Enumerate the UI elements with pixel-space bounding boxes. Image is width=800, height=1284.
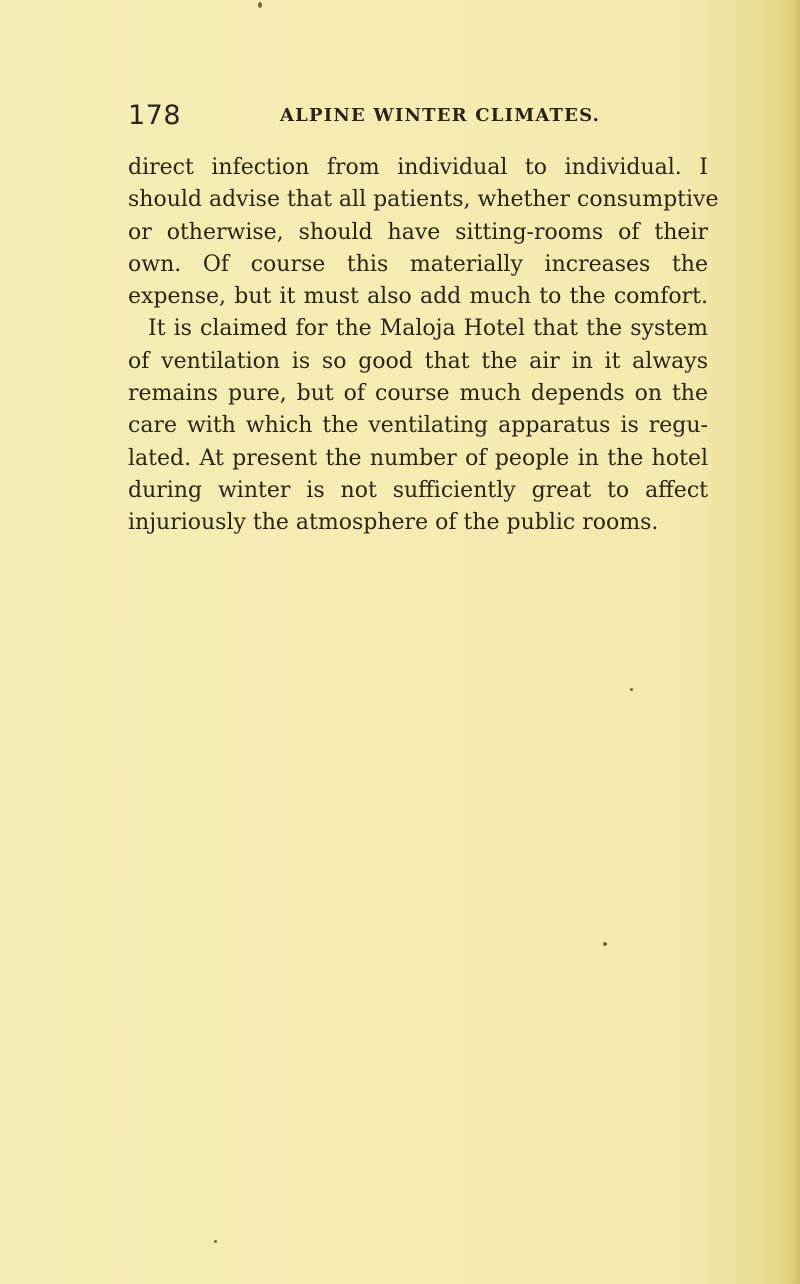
paper-speck: [630, 688, 633, 691]
text-line: lated. At present the number of people in the hotel: [128, 445, 708, 471]
page-edge-shadow: [788, 0, 800, 1284]
paper-speck: [258, 2, 262, 8]
body-text: [128, 152, 719, 540]
text-line: care with which the ventilating apparatus is regu-: [128, 413, 708, 439]
text-line: expense, but it must also add much to the comfort.: [128, 284, 708, 310]
paper-speck: [214, 1240, 217, 1243]
paper-speck: [603, 942, 607, 946]
page-header: [128, 100, 688, 140]
text-line: direct infection from individual to individual. I: [128, 155, 708, 180]
text-line: during winter is not sufficiently great to affect: [128, 477, 708, 503]
text-line: It is claimed for the Maloja Hotel that the system: [148, 316, 708, 342]
page-number: 178: [128, 100, 182, 131]
text-line: injuriously the atmosphere of the public rooms.: [128, 510, 659, 536]
text-line: should advise that all patients, whether consumptive: [128, 187, 719, 213]
text-line: remains pure, but of course much depends on the: [128, 381, 708, 407]
text-line: of ventilation is so good that the air in it always: [128, 348, 708, 374]
text-line: own. Of course this materially increases the: [128, 251, 708, 277]
text-line: or otherwise, should have sitting-rooms of their: [128, 219, 708, 245]
running-head: ALPINE WINTER CLIMATES.: [280, 105, 601, 126]
